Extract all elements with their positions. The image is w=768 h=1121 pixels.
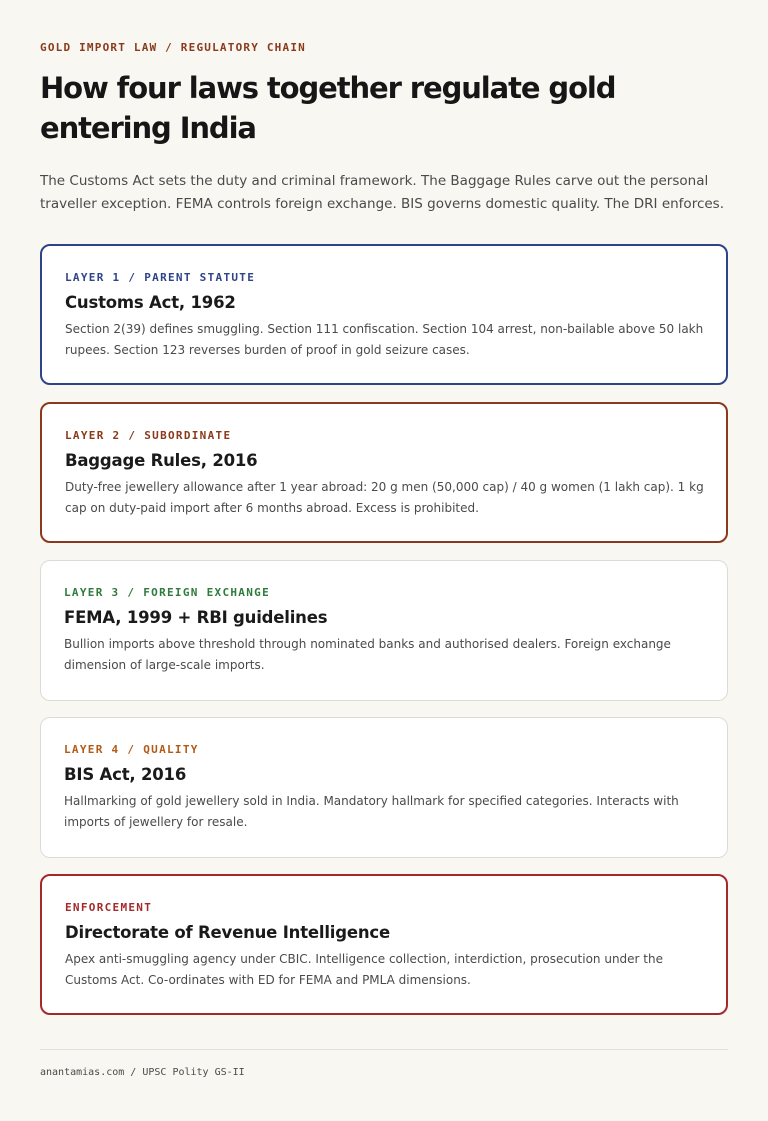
- card-tag: LAYER 2 / SUBORDINATE: [65, 429, 232, 442]
- card-tag: LAYER 3 / FOREIGN EXCHANGE: [64, 586, 270, 599]
- card-baggage-rules: [40, 402, 728, 543]
- footer-divider: [40, 1049, 728, 1050]
- card-title: FEMA, 1999 + RBI guidelines: [64, 608, 328, 627]
- card-body: Section 2(39) defines smuggling. Section 111 confiscation. Section 104 arrest, non-bailable above 50 lakh rupees. Section 123 reverses burden of proof in gold seizure cases.: [65, 322, 704, 357]
- card-title: BIS Act, 2016: [64, 765, 187, 784]
- card-body: Apex anti-smuggling agency under CBIC. Intelligence collection, interdiction, prosecution under the Customs Act. Co-ordinates with ED for FEMA and PMLA dimensions.: [65, 952, 663, 987]
- card-body: Duty-free jewellery allowance after 1 year abroad: 20 g men (50,000 cap) / 40 g women (1 lakh cap). 1 kg cap on duty-paid import after 6 months abroad. Excess is prohibited.: [65, 480, 704, 515]
- card-title: Directorate of Revenue Intelligence: [65, 923, 390, 942]
- card-fema: [40, 560, 728, 701]
- card-title: Customs Act, 1962: [65, 293, 236, 312]
- footer-credit: anantamias.com / UPSC Polity GS-II: [40, 1067, 245, 1078]
- card-bis-act: [40, 717, 728, 858]
- card-tag: LAYER 4 / QUALITY: [64, 743, 199, 756]
- eyebrow-label: GOLD IMPORT LAW / REGULATORY CHAIN: [40, 41, 306, 54]
- card-body: Hallmarking of gold jewellery sold in India. Mandatory hallmark for specified categories. Interacts with imports of jewellery for resale.: [64, 794, 679, 829]
- card-dri-enforcement: [40, 874, 728, 1015]
- card-tag: LAYER 1 / PARENT STATUTE: [65, 271, 256, 284]
- intro-paragraph: The Customs Act sets the duty and criminal framework. The Baggage Rules carve out the personal traveller exception. FEMA controls foreign exchange. BIS governs domestic quality. The DRI enforces.: [40, 173, 724, 212]
- card-body: Bullion imports above threshold through nominated banks and authorised dealers. Foreign exchange dimension of large-scale imports.: [64, 637, 671, 672]
- card-title: Baggage Rules, 2016: [65, 451, 258, 470]
- page-title: How four laws together regulate gold entering India: [40, 71, 616, 145]
- card-customs-act: [40, 244, 728, 385]
- card-tag: ENFORCEMENT: [65, 901, 153, 914]
